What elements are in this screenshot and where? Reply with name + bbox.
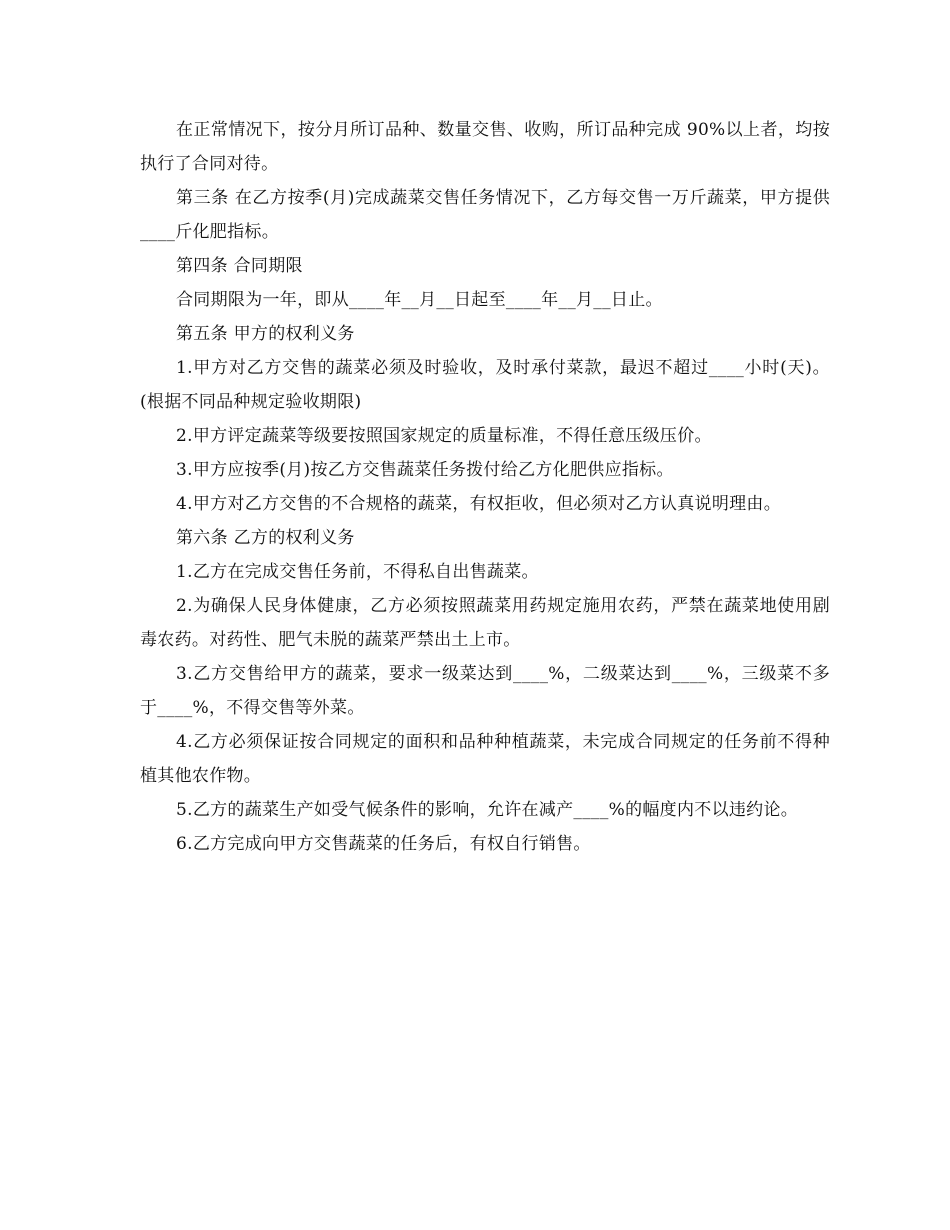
- party-b-clause-6: 6.乙方完成向甲方交售蔬菜的任务后，有权自行销售。: [176, 834, 591, 854]
- paragraph-article-3: 第三条 在乙方按季(月)完成蔬菜交售任务情况下，乙方每交售一万斤蔬菜，甲方提供____斤化肥指标。: [140, 188, 830, 242]
- party-b-clause-3: 3.乙方交售给甲方的蔬菜，要求一级菜达到____%，二级菜达到____%，三级菜不多于____%，不得交售等外菜。: [140, 664, 830, 718]
- party-a-clause-3: 3.甲方应按季(月)按乙方交售蔬菜任务拨付给乙方化肥供应指标。: [176, 460, 674, 480]
- party-a-clause-1: 1.甲方对乙方交售的蔬菜必须及时验收，及时承付菜款，最迟不超过____小时(天)。 (根据不同品种规定验收期限): [140, 358, 830, 412]
- contract-body: [140, 113, 830, 861]
- party-b-clause-2: 2.为确保人民身体健康，乙方必须按照蔬菜用药规定施用农药，严禁在蔬菜地使用剧毒农药。对药性、肥气未脱的蔬菜严禁出土上市。: [140, 596, 830, 650]
- party-b-clause-5: 5.乙方的蔬菜生产如受气候条件的影响，允许在减产____%的幅度内不以违约论。: [176, 800, 799, 820]
- party-b-clause-1: 1.乙方在完成交售任务前，不得私自出售蔬菜。: [176, 562, 539, 582]
- party-a-clause-4: 4.甲方对乙方交售的不合规格的蔬菜，有权拒收，但必须对乙方认真说明理由。: [176, 494, 782, 514]
- paragraph-fulfillment-terms: 在正常情况下，按分月所订品种、数量交售、收购，所订品种完成 90%以上者，均按执行了合同对待。: [140, 120, 830, 174]
- paragraph-contract-period: 合同期限为一年，即从____年__月__日起至____年__月__日止。: [176, 290, 663, 310]
- heading-article-5: 第五条 甲方的权利义务: [176, 324, 355, 344]
- heading-article-4: 第四条 合同期限: [176, 256, 303, 276]
- party-b-clause-4: 4.乙方必须保证按合同规定的面积和品种种植蔬菜，未完成合同规定的任务前不得种植其他农作物。: [140, 732, 830, 786]
- party-a-clause-2: 2.甲方评定蔬菜等级要按照国家规定的质量标准，不得任意压级压价。: [176, 426, 712, 446]
- heading-article-6: 第六条 乙方的权利义务: [176, 528, 355, 548]
